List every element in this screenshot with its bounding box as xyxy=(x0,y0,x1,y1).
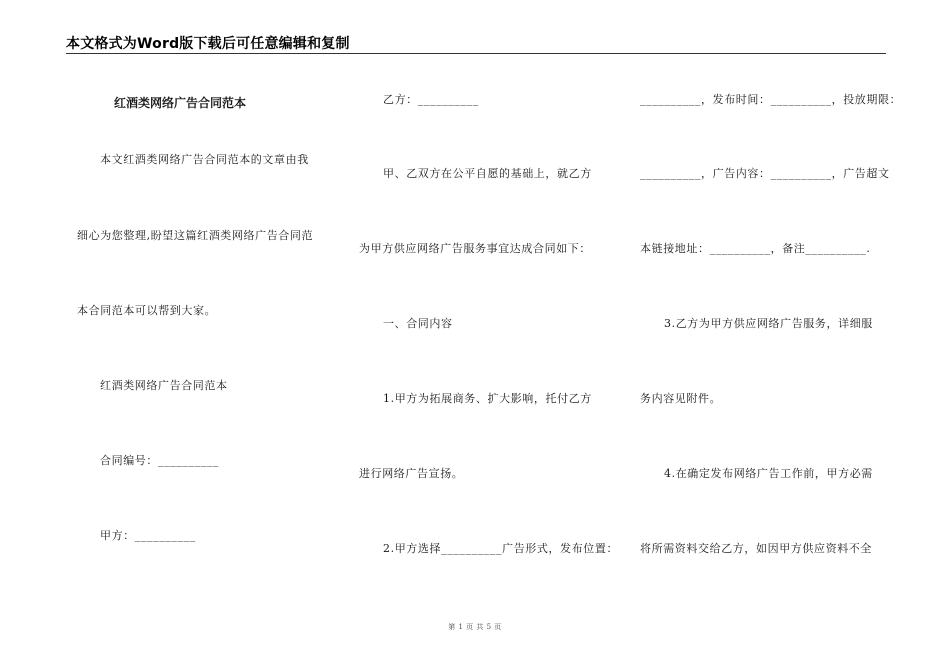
col2-line-1: 乙方：__________ xyxy=(383,93,479,106)
col2-line-7: 2.甲方选择__________广告形式，发布位置： xyxy=(383,542,619,555)
col2-line-4: 一、合同内容 xyxy=(383,317,453,330)
col1-line-3: 本合同范本可以帮到大家。 xyxy=(77,304,217,317)
col3-line-4: 3.乙方为甲方供应网络广告服务，详细服 xyxy=(664,317,873,330)
page-number: 第 1 页 共 5 页 xyxy=(448,623,502,631)
col3-line-5: 务内容见附件。 xyxy=(640,392,722,405)
col1-line-5: 合同编号：__________ xyxy=(100,454,219,467)
document-title: 红酒类网络广告合同范本 xyxy=(114,96,247,110)
col3-line-7: 将所需资料交给乙方，如因甲方供应资料不全 xyxy=(640,542,872,555)
col3-line-6: 4.在确定发布网络广告工作前，甲方必需 xyxy=(664,467,873,480)
col1-line-1: 本文红酒类网络广告合同范本的文章由我 xyxy=(100,153,309,166)
col2-line-5: 1.甲方为拓展商务、扩大影响，托付乙方 xyxy=(383,392,592,405)
col2-line-6: 进行网络广告宣扬。 xyxy=(359,467,464,480)
col2-line-2: 甲、乙双方在公平自愿的基础上，就乙方 xyxy=(383,167,592,180)
col1-line-4: 红酒类网络广告合同范本 xyxy=(100,379,228,392)
document-header-title: 本文格式为Word版下载后可任意编辑和复制 xyxy=(66,36,350,52)
col1-line-6: 甲方：__________ xyxy=(100,529,196,542)
col3-line-2: __________，广告内容：__________，广告超文 xyxy=(640,167,890,180)
col3-line-1: __________，发布时间：__________，投放期限： xyxy=(640,93,902,106)
col2-line-3: 为甲方供应网络广告服务事宜达成合同如下： xyxy=(359,242,591,255)
col3-line-3: 本链接地址：__________，备注__________. xyxy=(640,242,871,255)
header-divider xyxy=(66,53,886,54)
col1-line-2: 细心为您整理,盼望这篇红酒类网络广告合同范 xyxy=(77,229,314,242)
